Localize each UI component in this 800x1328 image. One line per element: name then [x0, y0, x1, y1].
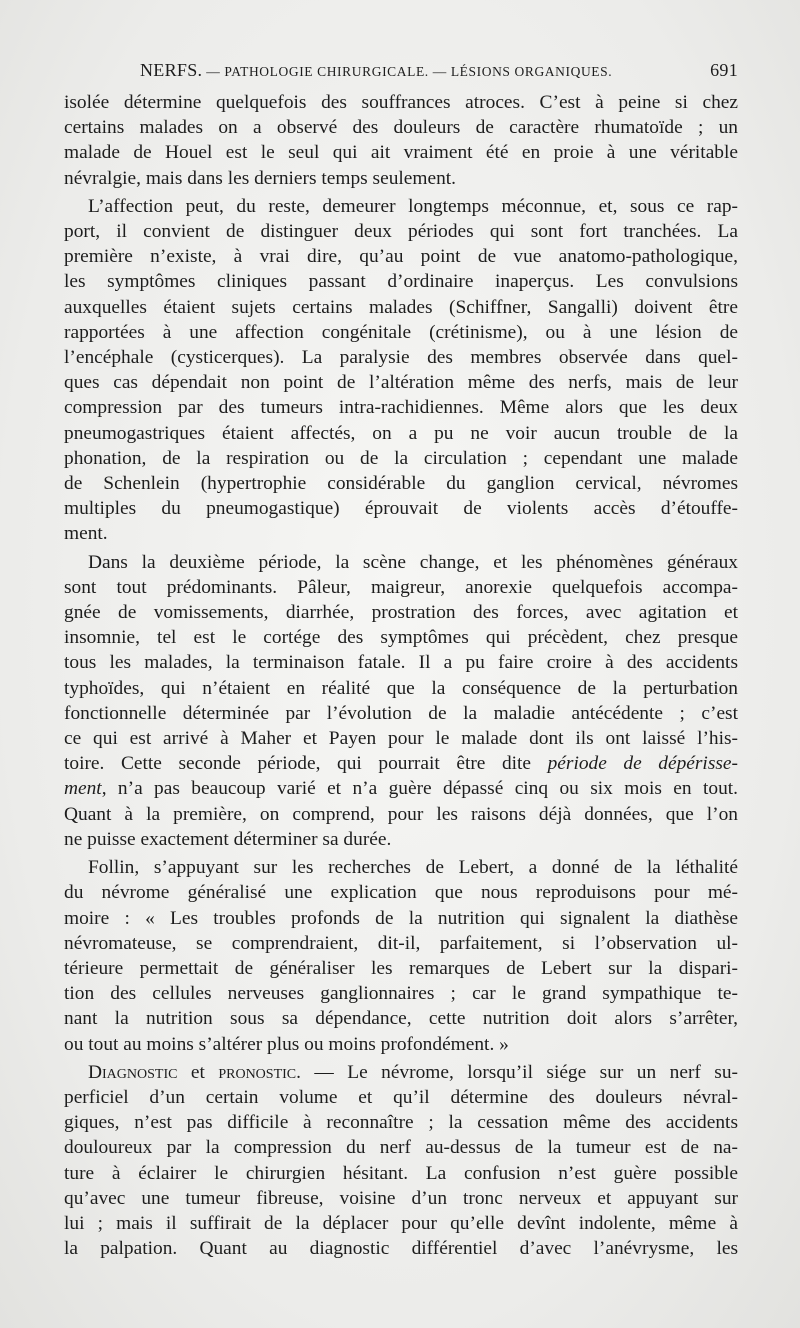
text-line: sont tout prédominants. Pâleur, maigreur, anorexie quelquefois accompa-	[64, 576, 738, 598]
text-line: phonation, de la respiration ou de la circulation ; cependant une malade	[64, 447, 738, 469]
text-line: Dans la deuxième période, la scène change, et les phénomènes généraux	[88, 551, 738, 573]
text-line: malade de Houel est le seul qui ait vraiment été en proie à une véritable	[64, 142, 738, 164]
text-line: moire : « Les troubles profonds de la nutrition qui signalent la diathèse	[64, 907, 738, 929]
text-line: les symptômes cliniques passant d’ordinaire inaperçus. Les convulsions	[64, 271, 738, 293]
text-line: Follin, s’appuyant sur les recherches de Lebert, a donné de la léthalité	[88, 857, 738, 879]
text-line	[64, 776, 738, 801]
text-line: première n’existe, à vrai dire, qu’au point de vue anatomo-pathologique,	[64, 246, 738, 268]
text-line: la palpation. Quant au diagnostic différentiel d’avec l’anévrysme, les	[64, 1238, 738, 1260]
italic-term: ment	[64, 778, 102, 800]
text-line: qu’avec une tumeur fibreuse, voisine d’un tronc nerveux et appuyant sur	[64, 1187, 738, 1209]
text-line: compression par des tumeurs intra-rachidiennes. Même alors que les deux	[64, 397, 738, 419]
text-line: névralgie, mais dans les derniers temps seulement.	[64, 167, 457, 189]
paragraph-2	[64, 194, 738, 547]
text-line: typhoïdes, qui n’étaient en réalité que la conséquence de la perturbation	[64, 677, 738, 699]
text-line: multiples du pneumogastique) éprouvait de violents accès d’étouffe-	[64, 498, 738, 520]
text-line: ment.	[64, 523, 108, 545]
italic-term: période de dépérisse-	[547, 753, 738, 775]
text-line: tion des cellules nerveuses ganglionnaires ; car le grand sympathique te-	[64, 983, 738, 1005]
section-heading-line	[64, 1060, 738, 1085]
text-line: L’affection peut, du reste, demeurer longtemps méconnue, et, sous ce rap-	[88, 195, 738, 217]
text-line: névromateuse, se comprendraient, dit-il, parfaitement, si l’observation ul-	[64, 932, 738, 954]
text-line: giques, n’est pas difficile à reconnaître ; la cessation même des accidents	[64, 1112, 738, 1134]
text-line: fonctionnelle déterminée par l’évolution de la maladie antécédente ; c’est	[64, 702, 738, 724]
paragraph-3	[64, 550, 738, 852]
paragraph-5	[64, 1060, 738, 1262]
text-fragment: et	[177, 1061, 219, 1083]
text-line: térieure permettait de généraliser les remarques de Lebert sur la dispari-	[64, 957, 738, 979]
text-line: tous les malades, la terminaison fatale. Il a pu faire croire à des accidents	[64, 652, 738, 674]
running-title	[140, 60, 612, 81]
text-line	[64, 751, 738, 776]
text-line: certains malades on a observé des douleurs de caractère rhumatoïde ; un	[64, 117, 738, 139]
text-line: perficiel d’un certain volume et qu’il détermine des douleurs névral-	[64, 1086, 738, 1108]
section-heading: pronostic	[218, 1061, 297, 1083]
text-line: rapportées à une affection congénitale (crétinisme), ou à une lésion de	[64, 321, 738, 343]
text-line: auxquelles étaient sujets certains malades (Schiffner, Sangalli) doivent être	[64, 296, 738, 318]
section-heading: Diagnostic	[88, 1061, 178, 1083]
paragraph-4	[64, 855, 738, 1057]
text-line: insomnie, tel est le cortége des symptômes qui précèdent, chez presque	[64, 627, 738, 649]
text-line: ou tout au moins s’altérer plus ou moins profondément. »	[64, 1033, 509, 1055]
text-line: port, il convient de distinguer deux périodes qui sont fort tranchées. La	[64, 221, 738, 243]
text-line: l’encéphale (cysticerques). La paralysie des membres observée dans quel-	[64, 347, 738, 369]
text-line: Quant à la première, on comprend, pour les raisons déjà données, que l’on	[64, 803, 738, 825]
text-line: nant la nutrition sous sa dépendance, cette nutrition doit alors s’arrêter,	[64, 1008, 738, 1030]
running-title-main: NERFS.	[140, 60, 203, 80]
page-number: 691	[710, 60, 738, 80]
text-line: ture à éclairer le chirurgien hésitant. La confusion n’est guère possible	[64, 1162, 738, 1184]
paragraph-1	[64, 90, 738, 191]
text-line: lui ; mais il suffirait de la déplacer pour qu’elle devînt indolente, même à	[64, 1212, 738, 1234]
text-line: ce qui est arrivé à Maher et Payen pour le malade dont ils ont laissé l’his-	[64, 728, 738, 750]
text-line: pneumogastriques étaient affectés, on a pu ne voir aucun trouble de la	[64, 422, 738, 444]
text-fragment: toire. Cette seconde période, qui pourrait être dite	[64, 753, 548, 775]
running-header	[140, 60, 738, 86]
text-line: du névrome généralisé une explication que nous reproduisons pour mé-	[64, 882, 738, 904]
text-line: gnée de vomissements, diarrhée, prostration des forces, avec agitation et	[64, 602, 738, 624]
text-line: isolée détermine quelquefois des souffrances atroces. C’est à peine si chez	[64, 92, 738, 113]
text-fragment: . — Le névrome, lorsqu’il siége sur un nerf su-	[296, 1061, 738, 1083]
text-line: ne puisse exactement déterminer sa durée.	[64, 828, 392, 850]
text-body	[64, 90, 738, 1261]
text-fragment: , n’a pas beaucoup varié et n’a guère dépassé cinq ou six mois en tout.	[101, 778, 738, 800]
text-line: de Schenlein (hypertrophie considérable du ganglion cervical, névromes	[64, 473, 738, 495]
running-title-sub: — PATHOLOGIE CHIRURGICALE. — LÉSIONS ORGANIQUES.	[202, 64, 613, 79]
text-line: ques cas dépendait non point de l’altération même des nerfs, mais de leur	[64, 372, 738, 394]
text-line: douloureux par la compression du nerf au-dessus de la tumeur est de na-	[64, 1137, 738, 1159]
